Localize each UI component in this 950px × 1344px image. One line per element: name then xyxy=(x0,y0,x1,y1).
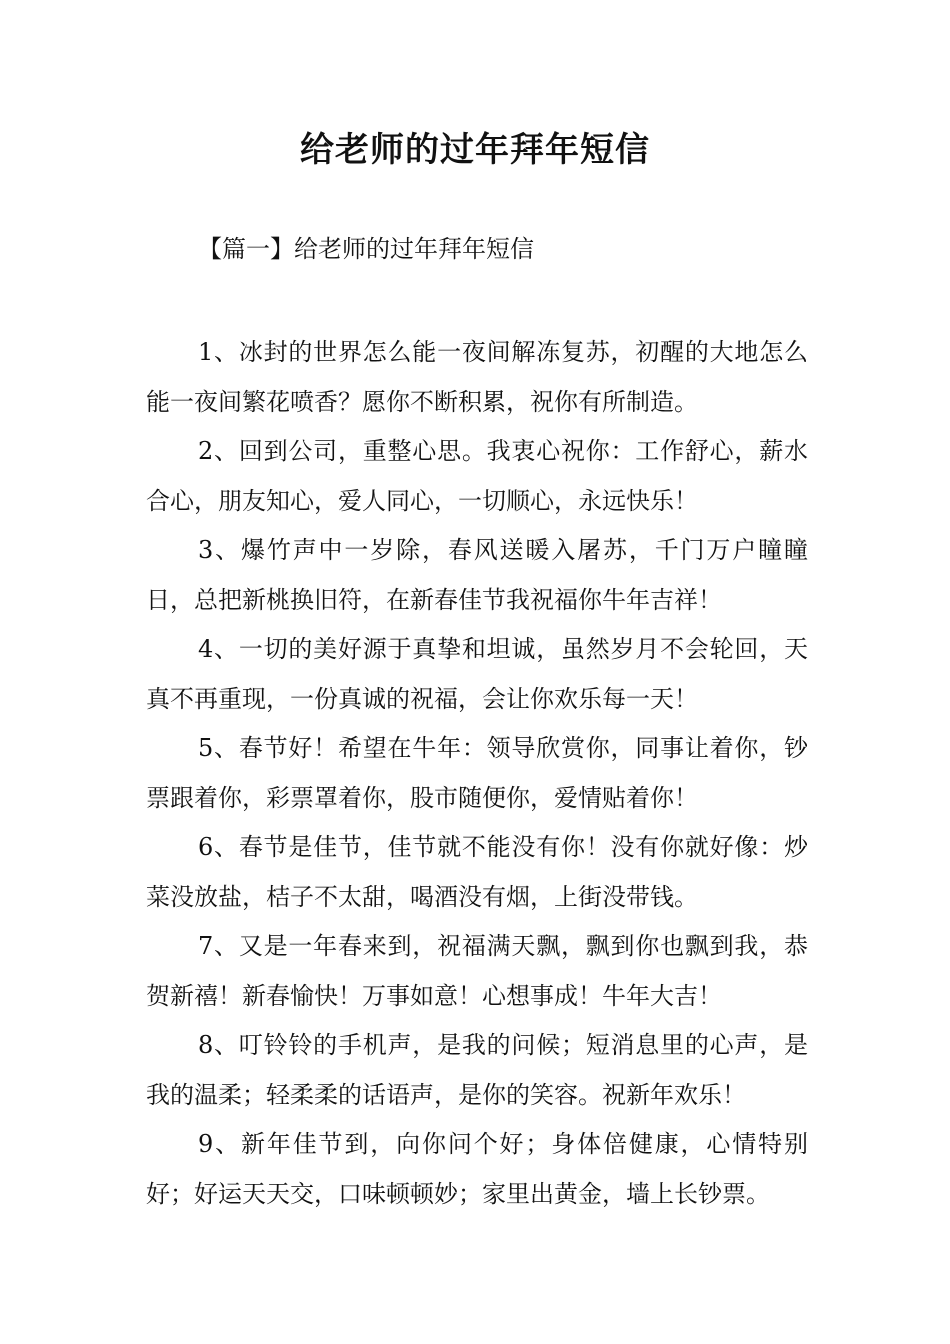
document-title: 给老师的过年拜年短信 xyxy=(300,130,650,170)
paragraph-9: 9、新年佳节到，向你问个好；身体倍健康，心情特别好；好运天天交，口味顿顿妙；家里出黄金，墙上长钞票。 xyxy=(146,1130,808,1208)
paragraph-4: 4、一切的美好源于真挚和坦诚，虽然岁月不会轮回，天真不再重现，一份真诚的祝福，会让你欢乐每一天！ xyxy=(146,635,808,713)
paragraph-3: 3、爆竹声中一岁除，春风送暖入屠苏，千门万户瞳瞳日，总把新桃换旧符，在新春佳节我祝福你牛年吉祥！ xyxy=(146,536,808,614)
paragraph-7: 7、又是一年春来到，祝福满天飘，飘到你也飘到我，恭贺新禧！新春愉快！万事如意！心想事成！牛年大吉！ xyxy=(146,932,808,1010)
section-heading: 【篇一】给老师的过年拜年短信 xyxy=(198,235,534,263)
paragraph-2: 2、回到公司，重整心思。我衷心祝你：工作舒心，薪水合心，朋友知心，爱人同心，一切顺心，永远快乐！ xyxy=(146,437,808,515)
paragraph-1: 1、冰封的世界怎么能一夜间解冻复苏，初醒的大地怎么能一夜间繁花喷香？愿你不断积累，祝你有所制造。 xyxy=(146,338,808,416)
document-body xyxy=(146,328,808,1219)
paragraph-6: 6、春节是佳节，佳节就不能没有你！没有你就好像：炒菜没放盐，桔子不太甜，喝酒没有烟，上街没带钱。 xyxy=(146,833,808,911)
paragraph-8: 8、叮铃铃的手机声，是我的问候；短消息里的心声，是我的温柔；轻柔柔的话语声，是你的笑容。祝新年欢乐！ xyxy=(146,1031,808,1109)
paragraph-5: 5、春节好！希望在牛年：领导欣赏你，同事让着你，钞票跟着你，彩票罩着你，股市随便你，爱情贴着你！ xyxy=(146,734,808,812)
